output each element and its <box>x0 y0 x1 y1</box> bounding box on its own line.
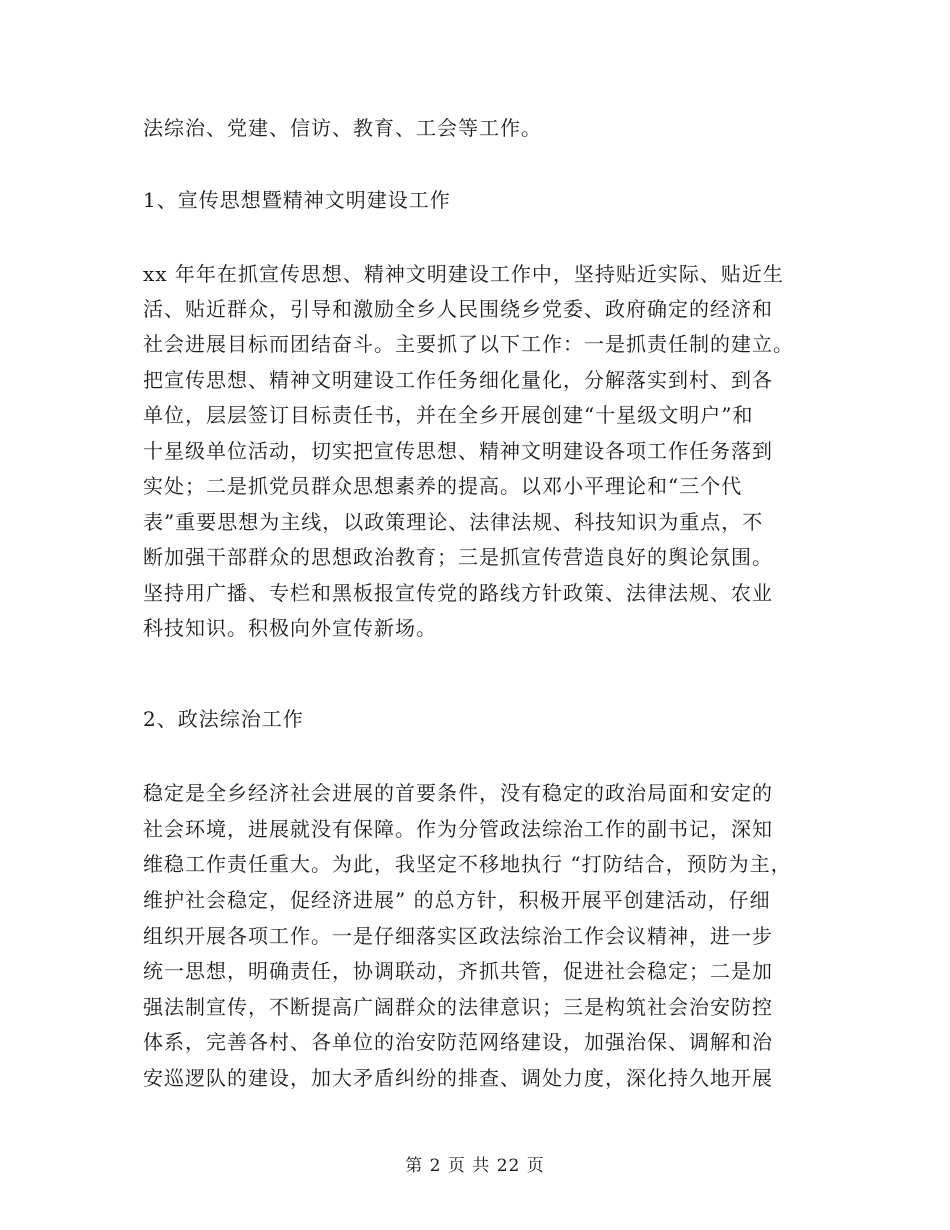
text-line: 强法制宣传，不断提高广阔群众的法律意识；三是构筑社会治安防控 <box>143 995 773 1019</box>
text-line: 社会环境，进展就没有保障。作为分管政法综治工作的副书记，深知 <box>143 817 773 841</box>
text-line: 坚持用广播、专栏和黑板报宣传党的路线方针政策、法律法规、农业 <box>143 581 773 605</box>
text-line: 科技知识。积极向外宣传新场。 <box>143 616 437 640</box>
text-line: 维护社会稳定，促经济进展” 的总方针，积极开展平创建活动，仔细 <box>143 888 771 912</box>
text-line: xx 年年在抓宣传思想、精神文明建设工作中，坚持贴近实际、贴近生 <box>143 262 784 286</box>
text-line: 断加强干部群众的思想政治教育；三是抓宣传营造良好的舆论氛围。 <box>143 545 773 569</box>
text-line: 稳定是全乡经济社会进展的首要条件，没有稳定的政治局面和安定的 <box>143 781 773 805</box>
text-line: 维稳工作责任重大。为此，我坚定不移地执行 “打防结合，预防为主， <box>143 852 792 876</box>
page-number-footer: 第 2 页 共 22 页 <box>405 1156 545 1176</box>
text-line: 安巡逻队的建设，加大矛盾纠纷的排查、调处力度，深化持久地开展 <box>143 1066 773 1090</box>
text-line: 体系，完善各村、各单位的治安防范网络建设，加强治保、调解和治 <box>143 1030 773 1054</box>
text-line: 组织开展各项工作。一是仔细落实区政法综治工作会议精神，进一步 <box>143 924 773 948</box>
text-line: 表”重要思想为主线，以政策理论、法律法规、科技知识为重点，不 <box>143 510 764 534</box>
text-line: 实处；二是抓党员群众思想素养的提高。以邓小平理论和“三个代 <box>143 474 743 498</box>
text-line: 把宣传思想、精神文明建设工作任务细化量化，分解落实到村、到各 <box>143 368 773 392</box>
text-line: 十星级单位活动，切实把宣传思想、精神文明建设各项工作任务落到 <box>143 439 773 463</box>
section-heading: 1、宣传思想暨精神文明建设工作 <box>143 188 451 212</box>
text-line: 法综治、党建、信访、教育、工会等工作。 <box>143 116 542 140</box>
text-line: 单位，层层签订目标责任书，并在全乡开展创建“十星级文明户”和 <box>143 403 754 427</box>
text-line: 活、贴近群众，引导和激励全乡人民围绕乡党委、政府确定的经济和 <box>143 297 773 321</box>
text-line: 统一思想，明确责任，协调联动，齐抓共管，促进社会稳定；二是加 <box>143 959 773 983</box>
text-line: 社会进展目标而团结奋斗。主要抓了以下工作：一是抓责任制的建立。 <box>143 332 794 356</box>
section-heading: 2、政法综治工作 <box>143 707 304 731</box>
